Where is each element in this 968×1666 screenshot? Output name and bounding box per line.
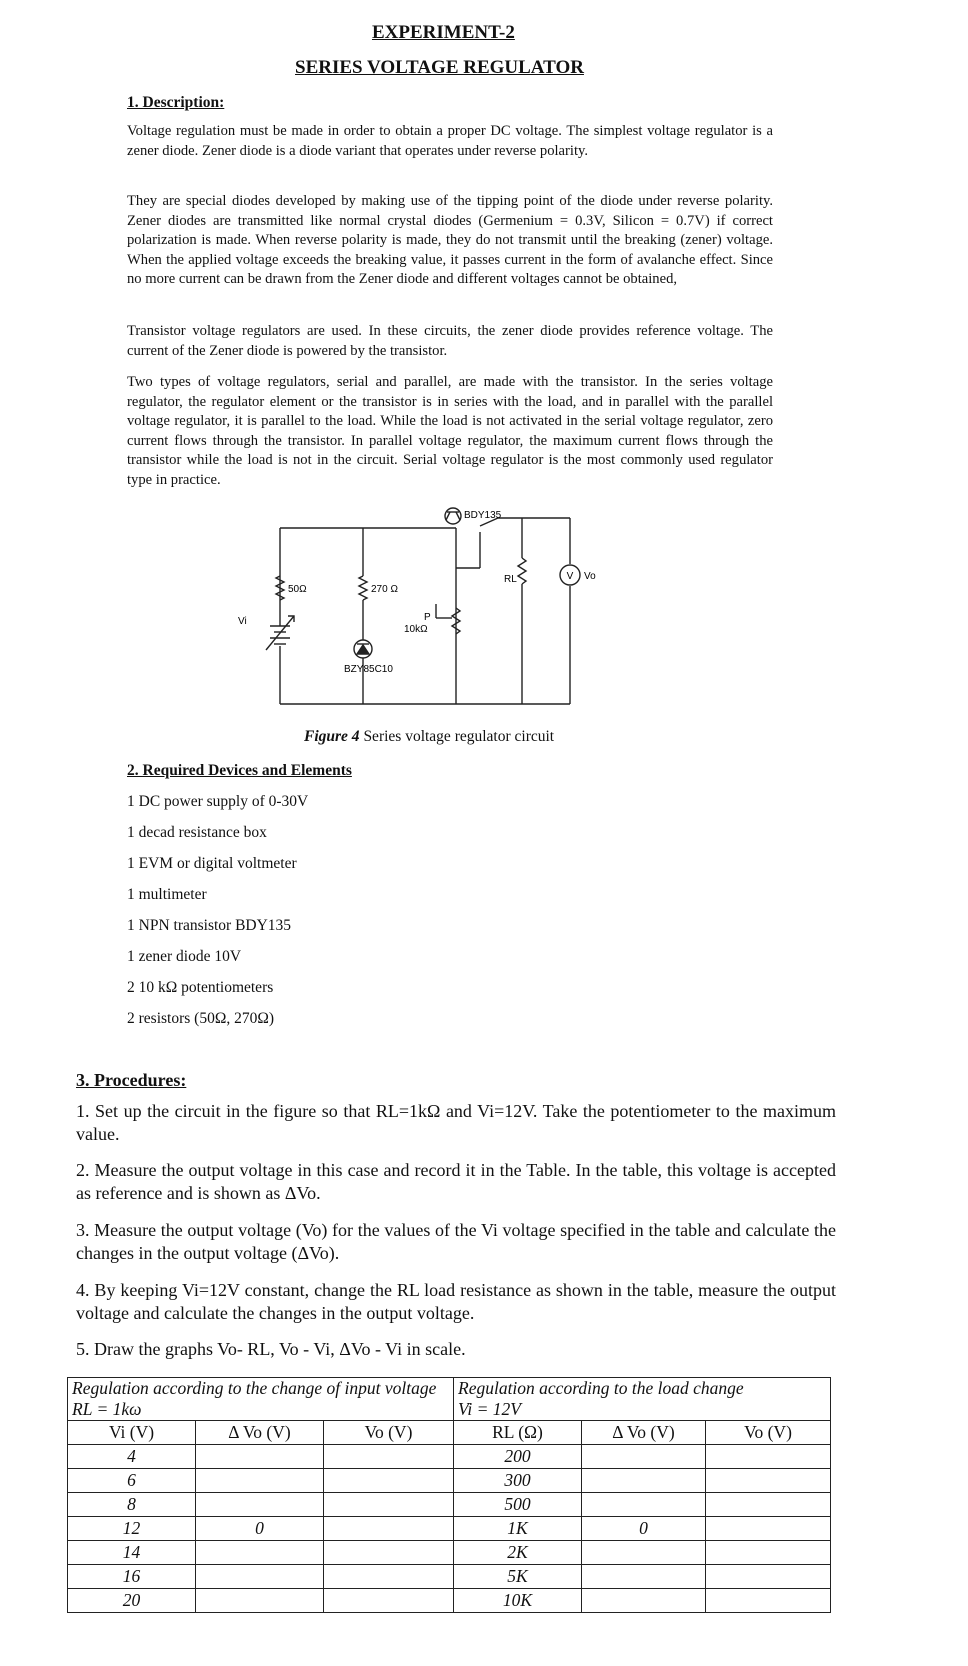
procedure-step: 1. Set up the circuit in the figure so that RL=1kΩ and Vi=12V. Take the potentiometer to the maximum value.: [76, 1101, 836, 1144]
procedures-heading: 3. Procedures:: [76, 1070, 187, 1090]
table-row: 8 500: [68, 1493, 831, 1517]
figure-number: Figure 4: [304, 728, 360, 745]
figure-caption: [304, 728, 554, 746]
table-header-row: [68, 1378, 831, 1421]
description-paragraph: Two types of voltage regulators, serial and parallel, are made with the transistor. In the series voltage regulator, the regulator element or the transistor is in series with the load, and in parallel with the parallel voltage regulator, it is parallel to the load. While the load is not activated in the serial voltage regulator, zero current flows through the transistor. In parallel voltage regulator, the maximum current flows through the transistor while the load is not in the circuit. Serial voltage regulator is the most commonly used regulator type in practice.: [127, 374, 773, 488]
pot-value-label: 10kΩ: [404, 624, 428, 635]
circuit-diagram: [240, 508, 680, 713]
left-table-header: Regulation according to the change of input voltage RL = 1kω: [68, 1378, 454, 1421]
table-row: 4 200: [68, 1445, 831, 1469]
list-item: 1 EVM or digital voltmeter: [127, 855, 297, 872]
page-title: SERIES VOLTAGE REGULATOR: [295, 57, 584, 78]
column-header-row: [68, 1421, 831, 1445]
table-row: 16 5K: [68, 1565, 831, 1589]
voltmeter-label: V: [566, 571, 574, 582]
procedure-step: 3. Measure the output voltage (Vo) for the values of the Vi voltage specified in the table and calculate the changes in the output voltage (ΔVo).: [76, 1220, 836, 1263]
list-item: 2 10 kΩ potentiometers: [127, 979, 274, 996]
list-item: 1 multimeter: [127, 886, 207, 903]
zener-diode-icon: [354, 640, 372, 658]
transistor-icon: [445, 508, 461, 524]
list-item: 1 NPN transistor BDY135: [127, 917, 292, 934]
table-row: 14 2K: [68, 1541, 831, 1565]
list-item: 2 resistors (50Ω, 270Ω): [127, 1010, 275, 1027]
list-item: 1 DC power supply of 0-30V: [127, 793, 309, 810]
table-row: 20 10K: [68, 1589, 831, 1613]
devices-heading: 2. Required Devices and Elements: [127, 762, 352, 779]
r2-label: 270 Ω: [371, 584, 398, 595]
column-header: Vi (V): [68, 1421, 196, 1445]
vo-label: Vo: [584, 571, 596, 582]
vi-label: Vi: [238, 616, 247, 627]
procedure-step: 2. Measure the output voltage in this case and record it in the Table. In the table, this voltage is accepted as reference and is shown as ΔVo.: [76, 1160, 836, 1203]
description-paragraph: They are special diodes developed by making use of the tipping point of the diode under reverse polarity. Zener diodes are transmitted like normal crystal diodes (Germenium = 0.3V, Silicon = 0.7V) if correct polarization is made. When reverse polarity is made, they do not transmit until the breaking (zener) voltage. When the applied voltage exceeds the breaking value, it passes current in the form of avalanche effect. Since no more current can be drawn from the Zener diode and different voltages cannot be obtained,: [127, 193, 773, 288]
rl-label: RL: [504, 574, 517, 585]
column-header: RL (Ω): [454, 1421, 582, 1445]
r1-label: 50Ω: [288, 584, 307, 595]
description-heading: 1. Description:: [127, 94, 225, 111]
column-header: Δ Vo (V): [196, 1421, 324, 1445]
experiment-heading: EXPERIMENT-2: [372, 22, 515, 43]
table-row: 12 0 1K 0: [68, 1517, 831, 1541]
description-paragraph: Transistor voltage regulators are used. In these circuits, the zener diode provides reference voltage. The current of the Zener diode is powered by the transistor.: [127, 323, 773, 359]
procedure-step: 4. By keeping Vi=12V constant, change the RL load resistance as shown in the table, measure the output voltage and calculate the changes in the output voltage.: [76, 1280, 836, 1323]
procedure-step: 5. Draw the graphs Vo- RL, Vo - Vi, ΔVo - Vi in scale.: [76, 1339, 466, 1359]
column-header: Vo (V): [324, 1421, 454, 1445]
list-item: 1 decad resistance box: [127, 824, 267, 841]
description-paragraph: Voltage regulation must be made in order to obtain a proper DC voltage. The simplest voltage regulator is a zener diode. Zener diode is a diode variant that operates under reverse polarity.: [127, 123, 773, 159]
column-header: Vo (V): [706, 1421, 831, 1445]
figure-caption-text: Series voltage regulator circuit: [363, 728, 555, 745]
column-header: Δ Vo (V): [582, 1421, 706, 1445]
pot-label: P: [424, 612, 431, 623]
table-row: 6 300: [68, 1469, 831, 1493]
right-table-header: Regulation according to the load change Vi = 12V: [454, 1378, 831, 1421]
list-item: 1 zener diode 10V: [127, 948, 242, 965]
regulation-table: [67, 1377, 831, 1613]
zener-label: BZY85C10: [344, 664, 393, 675]
transistor-label: BDY135: [464, 510, 502, 521]
